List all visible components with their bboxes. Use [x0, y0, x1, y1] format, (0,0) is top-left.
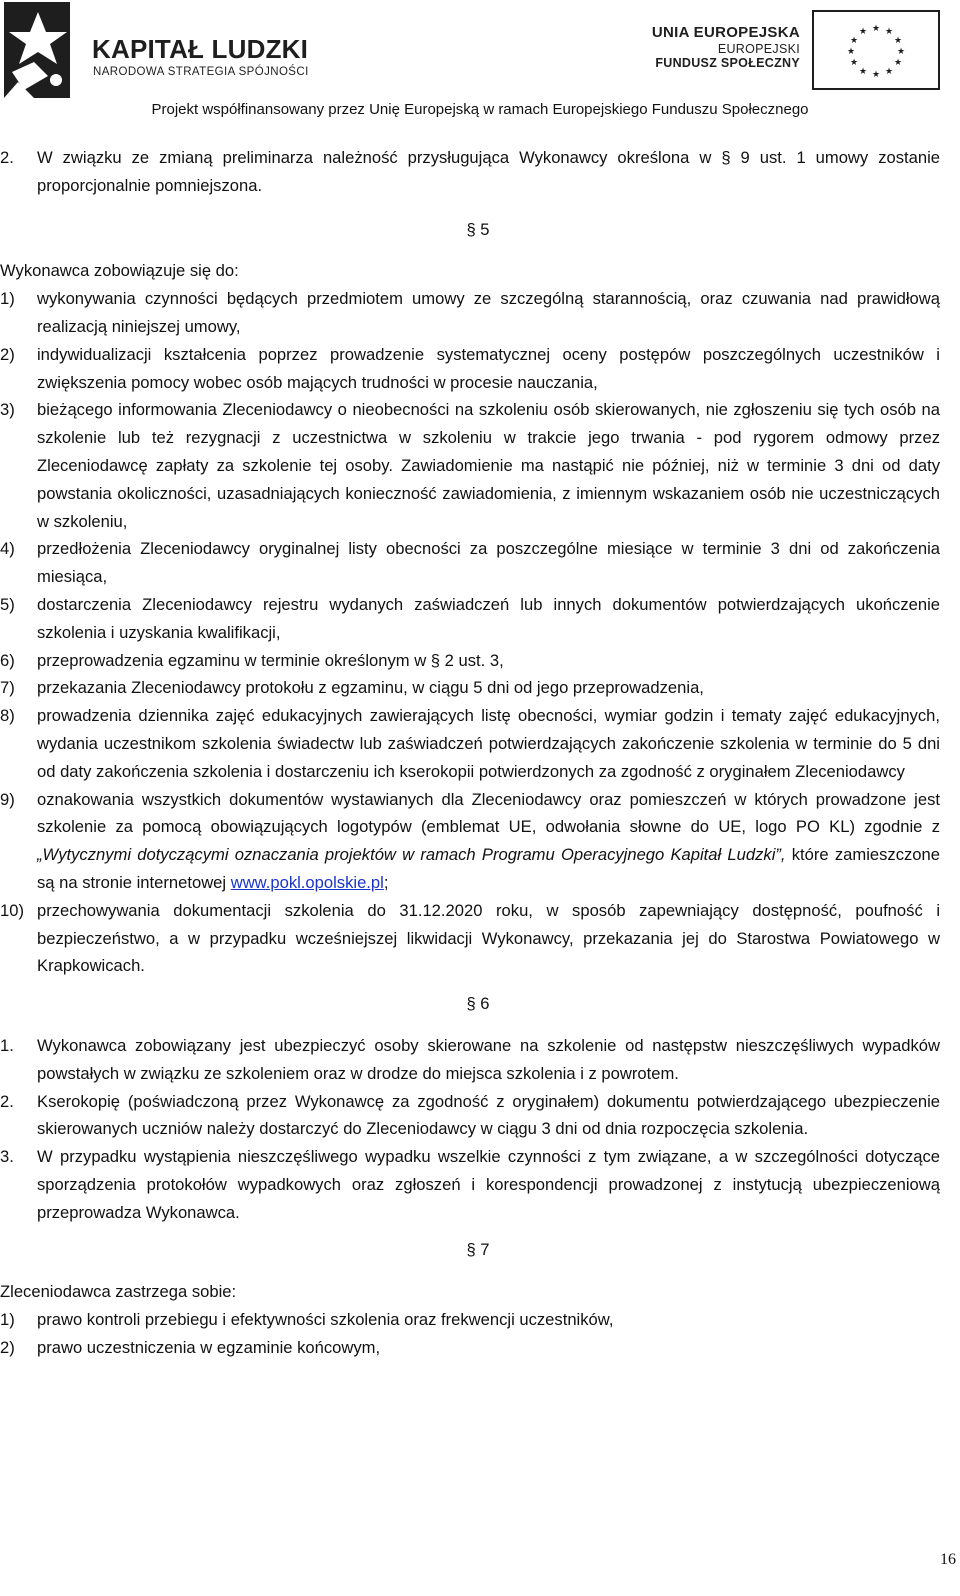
item-number: 2. [0, 148, 14, 167]
list-item [0, 897, 940, 980]
item-9-text-b: które zamieszczone są na stronie internetowej [37, 845, 940, 892]
item-9-text-a: oznakowania wszystkich dokumentów wystawianych dla Zleceniodawcy oraz pomieszczeń w których prowadzone jest szkolenie za pomocą obowiązujących logotypów (emblemat UE, odwołania słowne do UE, logo PO KL) zgodnie z [37, 789, 940, 837]
item-text: W związku ze zmianą preliminarza należność przysługująca Wykonawcy określona w § 9 ust. 1 umowy zostanie proporcjonalnie pomniejszona. [37, 148, 940, 195]
item-text: przeprowadzenia egzaminu w terminie określonym w § 2 ust. 3, [37, 650, 504, 670]
item-number: 1. [0, 1035, 14, 1055]
list-item [0, 647, 940, 675]
item-text: przechowywania dokumentacji szkolenia do 31.12.2020 roku, w sposób zapewniający dostępność, poufność i bezpieczeństwo, a w przypadku wcześniejszej likwidacji Wykonawcy, przekazania jej do Starostwa Powiatowego w Krapkowicach. [37, 900, 940, 976]
item-text: Kserokopię (poświadczoną przez Wykonawcę za zgodność z oryginałem) dokumentu potwierdzającego ubezpieczenie skierowanych uczniów należy dostarczyć do Zleceniodawcy w ciągu 3 dni od dnia rozpoczęcia szkolenia. [37, 1091, 940, 1139]
project-cofinancing-line: Projekt współfinansowany przez Unię Europejską w ramach Europejskiego Funduszu Społecznego [151, 101, 809, 118]
section-5-heading: § 5 [466, 219, 490, 239]
eu-logo-text [652, 24, 800, 70]
item-text: przekazania Zleceniodawcy protokołu z egzaminu, w ciągu 5 dni od jego przeprowadzenia, [37, 678, 704, 698]
item-number: 3. [0, 1147, 14, 1167]
list-item [0, 1088, 940, 1144]
list-item [0, 285, 940, 341]
item-text: bieżącego informowania Zleceniodawcy o nieobecności na szkoleniu osób skierowanych, nie zgłoszeniu się tych osób na szkolenie lub też rezygnacji z uczestnictwa w szkoleniu w trakcie jego trwania - pod rygorem odmowy przez Zleceniodawcę zapłaty za szkolenie tej osoby. Zawiadomienie ma nastąpić nie później, niż w terminie 3 dni od daty powstania okoliczności, uzasadniających konieczność zawiadomienia, z imiennym wskazaniem osób nie uczestniczących w szkoleniu, [37, 400, 940, 531]
item-number: 9) [0, 789, 15, 809]
svg-text:★: ★ [871, 70, 881, 80]
list-item [0, 535, 940, 591]
svg-text:★: ★ [858, 27, 868, 37]
list-item [0, 702, 940, 785]
section-7-intro: Zleceniodawca zastrzega sobie: [0, 1282, 237, 1302]
item-number: 5) [0, 594, 15, 614]
svg-text:★: ★ [871, 24, 881, 34]
kapital-ludzki-subtitle: NARODOWA STRATEGIA SPÓJNOŚCI [93, 66, 309, 78]
list-item [0, 1032, 940, 1088]
item-text: dostarczenia Zleceniodawcy rejestru wydanych zaświadczeń lub innych dokumentów potwierdzających ukończenie szkolenia i uzyskania kwalifikacji, [37, 594, 940, 642]
svg-text:★: ★ [846, 47, 856, 57]
item-text: W przypadku wystąpienia nieszczęśliwego wypadku wszelkie czynności z tym związane, a w szczególności dotyczące sporządzenia protokołów wypadkowych oraz zgłoszeń i korespondencji prowadzonej z instytucją ubezpieczeniową przeprowadza Wykonawca. [37, 1147, 940, 1222]
item-number: 2) [0, 1337, 15, 1357]
item-number: 8) [0, 706, 15, 726]
svg-text:★: ★ [858, 67, 868, 77]
section-6-heading: § 6 [466, 994, 490, 1014]
section-4-item-2 [0, 144, 940, 200]
svg-text:★: ★ [893, 58, 903, 68]
eu-line-3: FUNDUSZ SPOŁECZNY [655, 56, 800, 70]
list-item [0, 1334, 940, 1362]
list-item [0, 674, 940, 702]
svg-text:★: ★ [896, 47, 906, 57]
item-number: 1) [0, 1310, 15, 1330]
item-text [37, 786, 940, 897]
item-text: prowadzenia dziennika zajęć edukacyjnych zawierających listę obecności, wymiar godzin i tematy zajęć edukacyjnych, wydania uczestnikom szkolenia świadectw lub zaświadczeń potwierdzających zakończenie szkolenia w terminie do 5 dni od daty zakończenia szkolenia i dostarczeniu ich kserokopii potwierdzonych za zgodność z oryginałem Zleceniodawcy [37, 706, 940, 781]
item-number: 6) [0, 650, 15, 670]
list-item [0, 396, 940, 535]
eu-line-2: EUROPEJSKI [717, 42, 800, 56]
document-body [0, 144, 940, 1362]
item-number: 3) [0, 400, 15, 420]
section-7-heading: § 7 [466, 1240, 490, 1260]
svg-text:★: ★ [849, 36, 859, 46]
item-text: indywidualizacji kształcenia poprzez prowadzenie systematycznej oceny postępów poszczególnych uczestników i zwiększenia pomocy wobec osób mających trudności w procesie nauczania, [37, 344, 940, 392]
kapital-ludzki-logo [4, 2, 334, 98]
item-number: 10) [0, 900, 24, 920]
svg-text:★: ★ [884, 27, 894, 37]
list-item [0, 341, 940, 397]
list-item [0, 591, 940, 647]
item-number: 7) [0, 678, 15, 698]
kapital-ludzki-logo-icon [4, 2, 84, 98]
item-number: 2) [0, 344, 15, 364]
page-number: 16 [940, 1551, 956, 1568]
page-header [0, 0, 960, 130]
eu-line-1: UNIA EUROPEJSKA [651, 24, 800, 41]
item-number: 4) [0, 539, 15, 559]
eu-flag-icon [812, 10, 940, 90]
svg-text:★: ★ [893, 36, 903, 46]
item-9-text-c: ; [383, 872, 389, 892]
pokl-website-link[interactable]: www.pokl.opolskie.pl [230, 872, 384, 892]
kapital-ludzki-title: KAPITAŁ LUDZKI [92, 34, 309, 64]
item-text: prawo uczestniczenia w egzaminie końcowym, [37, 1337, 381, 1357]
svg-text:★: ★ [849, 58, 859, 68]
item-text: prawo kontroli przebiegu i efektywności szkolenia oraz frekwencji uczestników, [37, 1310, 614, 1330]
item-text: Wykonawca zobowiązany jest ubezpieczyć osoby skierowane na szkolenie od następstw nieszczęśliwych wypadków powstałych w związku ze szkoleniem oraz w drodze do miejsca szkolenia i z powrotem. [37, 1035, 940, 1083]
section-5-intro: Wykonawca zobowiązuje się do: [0, 261, 239, 281]
eu-logo [640, 10, 940, 90]
list-item [0, 1306, 940, 1334]
item-9-guidelines-title: „Wytycznymi dotyczącymi oznaczania projektów w ramach Programu Operacyjnego Kapitał Ludzki”, [37, 845, 786, 865]
svg-text:★: ★ [884, 67, 894, 77]
item-text: przedłożenia Zleceniodawcy oryginalnej listy obecności za poszczególne miesiące w terminie 3 dni od zakończenia miesiąca, [37, 539, 940, 587]
item-number: 2. [0, 1091, 14, 1111]
item-text: wykonywania czynności będących przedmiotem umowy ze szczególną starannością, oraz czuwania nad prawidłową realizacją niniejszej umowy, [37, 289, 940, 336]
list-item [0, 786, 940, 897]
item-number: 1) [0, 289, 15, 309]
list-item [0, 1143, 940, 1226]
